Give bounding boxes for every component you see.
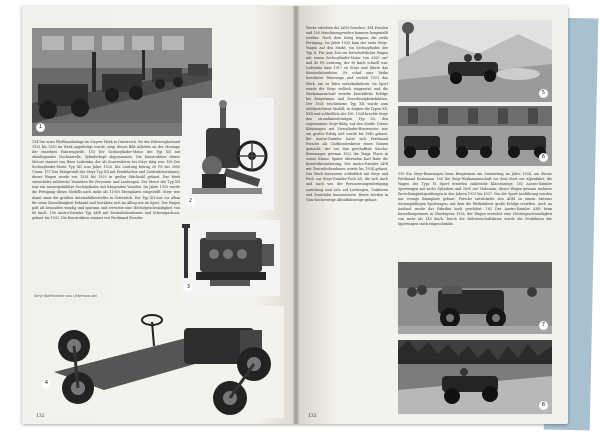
photo-engine-block	[180, 220, 280, 296]
photo-engine-cutaway	[182, 98, 274, 210]
left-page-number: 132	[36, 414, 45, 419]
photo-number-badge: 7	[539, 321, 548, 330]
photo-number-badge: 5	[539, 89, 548, 98]
right-page-number: 133	[308, 414, 317, 419]
race-car-curve-drawing	[398, 340, 552, 414]
right-body-paragraph: Werke erhielten die ADM-Gewehre; 384 Pistolen und 100 Maschinengewehre konnten hergestellt werden. Nach dem Krieg begann die zivile Fertigung. Im Jahre 1920 kam der erste Steyr-Wagen auf den Markt, ein Sechszylinder, der Typ II. Für jene Zeit ein fortschrittlicher Wagen mit einem Sechszylinder-Motor von 3300 cm³ und 40 PS Leistung, der 90 km/h schnell war. Ledwinka kam 1917 zu Steyr und führte das Konstruktionsbüro. Er schuf eine Reihe bewährter Fahrzeuge und verließ 1921 das Werk, um zu Tatra zurückzukehren. Im Sport wurde der Steyr vielfach eingesetzt, und die Werksmannschaft erzielte beachtliche Erfolge bei Bergrennen und Zuverlässigkeitsfahrten. Der 1926 erschienene Typ XII wurde zum erfolgreichsten Modell; es folgten die Typen XX, XXX und schließlich der 100. 1934 brachte Steyr den stromlinienförmigen Typ 50, den sogenannten Steyr-Baby, auf den Markt. Dieser Kleinwagen mit Vierzylinder-Boxermotor war ein großer Erfolg und wurde bis 1940 gebaut. Bei Austro-Daimler hatte sich Ferdinand Porsche als Chefkonstrukteur einen Namen gemacht; der von ihm geschaffene Sascha-Rennwagen gewann 1922 die Targa Florio in seiner Klasse. Später übernahm Karl Rabe die Konstruktionsleitung. Der Austro-Daimler ADR mit Zentralrohrrahmen wurde bis 1934 gebaut. Das Werk fusionierte schließlich mit Steyr und Puch zur Steyr-Daimler-Puch AG, die sich nach und nach von der Personenwagenfertigung zurückzog und sich auf Lastwagen, Traktoren und Zweiräder konzentrierte. Heute werden in Graz hochwertige Allradfahrzeuge gebaut.	[306, 26, 388, 202]
right-page	[296, 6, 568, 424]
right-caption-paragraph: 159 Ein Steyr-Rennwagen beim Bergrennen am Semmering im Jahre 1924, am Steuer Ferdinand Hartmann. 160 Die Steyr-Werksmannschaft vor dem Start zur Alpenfahrt; die Wagen des Typs VI Sport erzielten zahlreiche Klassensiege. 161 Austro-Daimler Sportwagen mit sechs Zylindern und 3000 cm³ Hubraum; dieser Wagen gewann mehrere Zuverlässigkeitsprüfungen in den Jahren 1925 bis 1927. Von der Sport-Ausführung wurden nur wenige Exemplare gebaut. Porsche entwickelte den ADM zu einem überaus leistungsfähigen Sportwagen, mit dem die Werksfahrer große Erfolge erzielten. Auch im Ausland wurde das Fabrikat hoch geschätzt. 162 Der Austro-Daimler ADR beim Kesselbergrennen in Oberbayern 1928; der Wagen erreichte eine Höchstgeschwindigkeit von mehr als 140 km/h. Durch die Weltwirtschaftskrise wurde die Produktion der Sportwagen stark eingeschränkt.	[398, 172, 552, 227]
photo-race-car-curve	[398, 340, 552, 414]
right-body-column	[306, 26, 388, 410]
photo-number-badge: 1	[36, 123, 45, 132]
right-caption-text	[398, 172, 552, 258]
chassis-drawing	[34, 306, 284, 418]
engine-cutaway-drawing	[182, 98, 274, 210]
magazine-spread	[22, 6, 568, 426]
left-page-footer: Steyr Waffenräder aus Unterhaus bei	[34, 294, 97, 298]
photo-number-badge: 6	[539, 153, 548, 162]
photo-number-badge: 4	[42, 379, 51, 388]
left-caption-text	[32, 140, 180, 290]
left-caption-paragraph: 154 Die erste Fließbandanlage im Steyrer Werk in Österreich. Wo der Fahrzeugbestand 1925 bis 1930 im Werk angefertigt wurde, zeigt dieses Bild Arbeiter an der Montage der einzelnen Fahrzeugteile. 155 Der Sechszylinder-Motor des Typ XII mit obenliegender Nockenwelle, Zylinderkopf abgenommen. Die Konstruktion dieses Motors stammt von Hans Ledwinka, der als Konstrukteur bei Steyr tätig war. 156 Der Sechszylinder-Motor Typ XII vom Jahre 1926. Die Leistung betrug 30 PS bei 3000 U/min. 157 Das Fahrgestell des Steyr Typ XII mit Pendelachse und Zentralrohrrahmen; dieser Wagen wurde von 1926 bis 1929 in großer Stückzahl gebaut. Das Werk entwickelte zahlreiche Varianten für Personen- und Lastwagen. Der Motor des Typ XII war ein wassergekühlter Sechszylinder mit hängenden Ventilen. Im Jahre 1929 wurde die Fertigung dieses Modells nach mehr als 11000 Exemplaren eingestellt. Steyr war damit einer der größten Automobilhersteller in Österreich. Der Typ XII war vor allem für seine Zuverlässigkeit bekannt und bewährte sich im Alltag wie im Sport. Der Wagen galt als besonders wendig und sparsam und erreichte eine Höchstgeschwindigkeit von 80 km/h. 158 Austro-Daimler Typ ADR mit Zentralrohrrahmen und Schwingachsen, gebaut bis 1932. Die Konstruktion stammt von Ferdinand Porsche.	[32, 140, 180, 220]
photo-number-badge: 8	[539, 401, 548, 410]
left-page	[22, 6, 296, 424]
photo-number-badge: 3	[184, 283, 193, 292]
touring-car-race-drawing	[398, 262, 552, 334]
photo-race-cars-lineup	[398, 106, 552, 166]
book-gutter	[293, 6, 299, 424]
photo-chassis	[34, 306, 284, 418]
photo-touring-car-race	[398, 262, 552, 334]
mountain-race-car-drawing	[398, 20, 552, 102]
photo-number-badge: 2	[186, 197, 195, 206]
engine-block-drawing	[180, 220, 280, 296]
photo-mountain-race-car	[398, 20, 552, 102]
race-cars-lineup-drawing	[398, 106, 552, 166]
